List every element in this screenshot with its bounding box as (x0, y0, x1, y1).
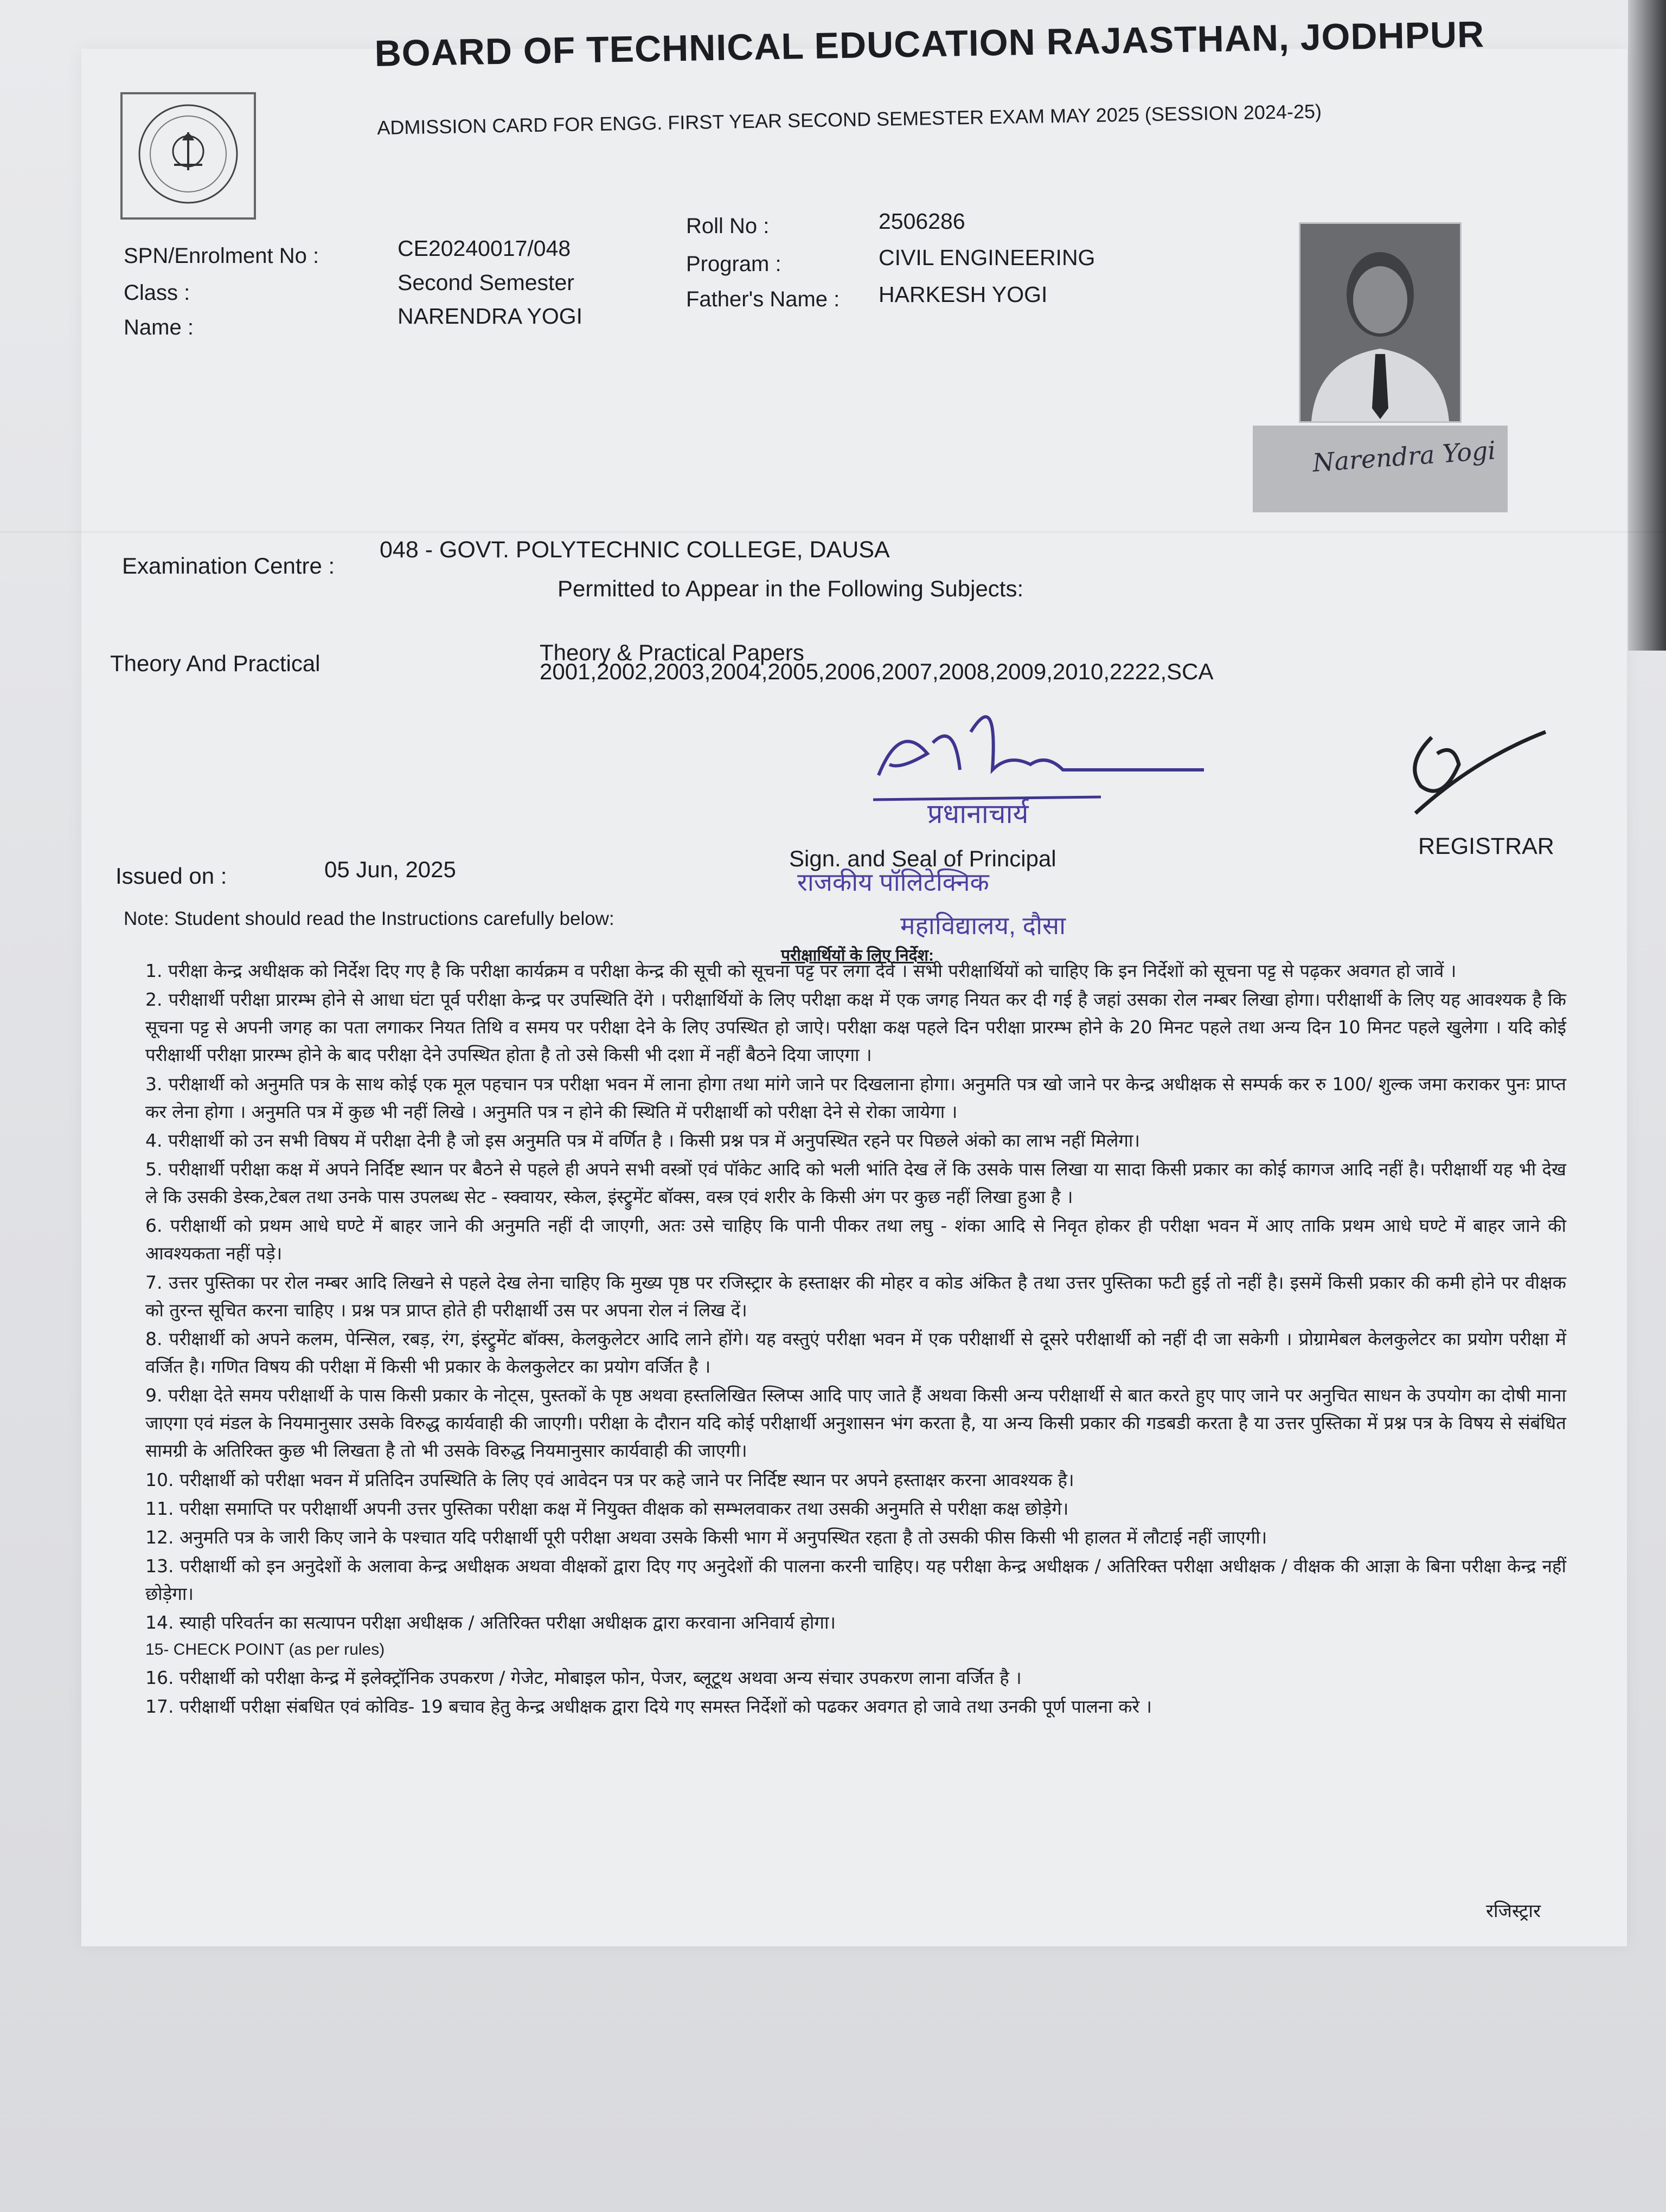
registrar-label: REGISTRAR (1418, 833, 1554, 859)
instruction-item: 17. परीक्षार्थी परीक्षा संबधित एवं कोविड- 19 बचाव हेतु केन्द्र अधीक्षक द्वारा दिये गए समस्त निर्देशों को पढकर अवगत हो जावे तथा उनकी पूर्ण पालना करे । (145, 1696, 1152, 1718)
registrar-signature-scribble (1399, 716, 1551, 824)
instruction-item: 5. परीक्षार्थी परीक्षा कक्ष में अपने निर्दिष्ट स्थान पर बैठने से पहले ही अपने सभी वस्त्रों एवं पॉकेट आदि को भली भांति देख लें कि उसके पास लिखा या सादा किसी प्रकार का कोई कागज आदि नहीं है। परीक्षार्थी यह भी देख ले कि उसकी डेस्क,टेबल तथा उनके पास उपलब्ध सेट - स्क्वायर, स्केल, इंस्ट्रुमेंट बॉक्स, वस्त्र एवं शरीर के किसी अंग पर कुछ नहीं लिखा हुआ है । (145, 1158, 1566, 1208)
instruction-item: 16. परीक्षार्थी को परीक्षा केन्द्र में इलेक्ट्रॉनिक उपकरण / गेजेट, मोबाइल फोन, पेजर, ब्लूटूथ अथवा अन्य संचार उपकरण लाना वर्जित है । (145, 1667, 1022, 1688)
spn-label: SPN/Enrolment No : (124, 244, 319, 268)
board-title: BOARD OF TECHNICAL EDUCATION RAJASTHAN, JODHPUR (374, 14, 1485, 74)
board-logo (120, 92, 256, 220)
instruction-item: 12. अनुमति पत्र के जारी किए जाने के पश्चात यदि परीक्षार्थी पूरी परीक्षा अथवा उसके किसी भाग में अनुपस्थित रहता है तो उसकी फीस किसी भी हालत में लौटाई नहीं जाएगी। (145, 1526, 1267, 1548)
principal-signature-scribble (868, 689, 1215, 819)
exam-centre-label: Examination Centre : (122, 553, 335, 578)
class-value: Second Semester (398, 270, 574, 295)
instructions-note: Note: Student should read the Instructions carefully below: (124, 908, 614, 929)
instructions-list (145, 957, 1566, 1721)
registrar-signature (1399, 716, 1551, 827)
instruction-item: 15- CHECK POINT (as per rules) (145, 1641, 385, 1659)
spn-value: CE20240017/048 (398, 236, 571, 261)
student-portrait (1300, 224, 1460, 421)
issued-on-value: 05 Jun, 2025 (324, 857, 456, 882)
name-label: Name : (124, 316, 194, 339)
admission-card-subtitle: ADMISSION CARD FOR ENGG. FIRST YEAR SECOND SEMESTER EXAM MAY 2025 (SESSION 2024-25) (377, 100, 1322, 139)
instruction-item: 10. परीक्षार्थी को परीक्षा भवन में प्रतिदिन उपस्थिति के लिए एवं आवेदन पत्र पर कहे जाने पर निर्दिष्ट स्थान पर अपने हस्ताक्षर करना आवश्यक है। (145, 1469, 1074, 1490)
instruction-item: 3. परीक्षार्थी को अनुमति पत्र के साथ कोई एक मूल पहचान पत्र परीक्षा भवन में लाना होगा तथा मांगे जाने पर दिखलाना होगा। अनुमति पत्र खो जाने पर केन्द्र अधीक्षक से सम्पर्क कर रु 100/ शुल्क जमा कराकर पुनः प्राप्त कर लेना होगा । अनुमति पत्र में कुछ भी नहीं लिखे । अनुमति पत्र न होने की स्थिति में परीक्षार्थी को परीक्षा देने से रोका जायेगा । (145, 1073, 1566, 1122)
instruction-item: 14. स्याही परिवर्तन का सत्यापन परीक्षा अधीक्षक / अतिरिक्त परीक्षा अधीक्षक द्वारा करवाना अनिवार्य होगा। (145, 1612, 836, 1634)
permitted-subjects-heading: Permitted to Appear in the Following Subjects: (558, 576, 1024, 601)
instruction-item: 2. परीक्षार्थी परीक्षा प्रारम्भ होने से आधा घंटा पूर्व परीक्षा केन्द्र पर उपस्थिति देंगे । परीक्षार्थियों के लिए परीक्षा कक्ष में एक जगह नियत कर दी गई है जहां उसका रोल नम्बर लिखा होगा। परीक्षार्थी के लिए यह आवश्यक है कि सूचना पट्ट से अपनी जगह का पता लगाकर नियत तिथि व समय पर परीक्षा देने के लिए उपस्थित हो जाऐ। परीक्षा कक्ष पहले दिन परीक्षा प्रारम्भ होने के 20 मिनट पहले तथा अन्य दिन 10 मिनट पहले खुलेगा । यदि कोई परीक्षार्थी परीक्षा प्रारम्भ होने के बाद परीक्षा देने उपस्थित होता है तो उसे किसी भी दशा में नहीं बैठने दिया जाएगा । (145, 989, 1566, 1066)
paper-fold (0, 531, 1666, 533)
instruction-item: 1. परीक्षा केन्द्र अधीक्षक को निर्देश दिए गए है कि परीक्षा कार्यक्रम व परीक्षा केन्द्र की सूची को सूचना पट्ट पर लगा देवें । सभी परीक्षार्थियों को चाहिए कि इन निर्देशों को सूचना पट्ट से पढ़कर अवगत हो जावें । (145, 960, 1457, 981)
instruction-item: 7. उत्तर पुस्तिका पर रोल नम्बर आदि लिखने से पहले देख लेना चाहिए कि मुख्य पृष्ठ पर रजिस्ट्रार के हस्ताक्षर की मोहर व कोड अंकित है तथा उत्तर पुस्तिका फटी हुई तो नहीं है। इसमें किसी प्रकार की कमी होने पर वीक्षक को तुरन्त सूचित करना चाहिए । प्रश्न पत्र प्राप्त होते ही परीक्षार्थी उस पर अपना रोल नं लिख दें। (145, 1271, 1566, 1321)
father-name-value: HARKESH YOGI (879, 282, 1048, 307)
instruction-item: 6. परीक्षार्थी को प्रथम आधे घण्टे में बाहर जाने की अनुमति नहीं दी जाएगी, अतः उसे चाहिए कि पानी पीकर तथा लघु - शंका आदि से निवृत होकर ही परीक्षा भवन में आए ताकि प्रथम आधे घण्टे में बाहर जाने की आवश्यकता नहीं पड़े। (145, 1215, 1566, 1264)
board-emblem-icon (123, 94, 254, 217)
instruction-item: 11. परीक्षा समाप्ति पर परीक्षार्थी अपनी उत्तर पुस्तिका परीक्षा कक्ष में नियुक्त वीक्षक को सम्भलवाकर तथा उसकी अनुमति से परीक्षा कक्ष छोड़ेगे। (145, 1497, 1069, 1519)
registrar-hindi-label: रजिस्ट्रार (1486, 1900, 1541, 1922)
name-value: NARENDRA YOGI (398, 304, 582, 329)
student-photo (1299, 222, 1462, 423)
seal-title: प्रधानाचार्य (927, 799, 1029, 829)
papers-label: Theory & Practical Papers (540, 640, 804, 665)
student-signature: Narendra Yogi (1311, 435, 1497, 478)
seal-institution-line: राजकीय पॉलिटेक्निक (797, 868, 989, 896)
instructions-heading: परीक्षार्थियों के लिए निर्देश: (781, 947, 934, 964)
seal-place-line: महाविद्यालय, दौसा (900, 911, 1066, 940)
principal-signature (868, 689, 1215, 821)
instruction-item: 8. परीक्षार्थी को अपने कलम, पेन्सिल, रबड़, रंग, इंस्ट्रुमेंट बॉक्स, केलकुलेटर आदि लाने होंगे। यह वस्तुएं परीक्षा भवन में एक परीक्षार्थी से दूसरे परीक्षार्थी को नहीं दी जा सकेगी । प्रोग्रामेबल केलकुलेटर का प्रयोग परीक्षा में वर्जित है। गणित विषय की परीक्षा में किसी भी प्रकार के केलकुलेटर का प्रयोग वर्जित है । (145, 1328, 1566, 1377)
program-value: CIVIL ENGINEERING (879, 245, 1095, 270)
roll-value: 2506286 (879, 209, 965, 234)
program-label: Program : (686, 252, 781, 276)
instruction-item: 9. परीक्षा देते समय परीक्षार्थी के पास किसी प्रकार के नोट्स, पुस्तकों के पृष्ठ अथवा हस्तलिखित स्लिप्स आदि पाए जाते हैं अथवा किसी अन्य परीक्षार्थी से बात करते हुए पाए जाने पर अनुचित साधन के उपयोग का दोषी माना जाएगा एवं मंडल के नियमानुसार उसके विरुद्ध कार्यवाही की जाएगी। परीक्षा के दौरान यदि कोई परीक्षार्थी अनुशासन भंग करता है, या अन्य किसी प्रकार की गडबडी करता है या उत्तर पुस्तिका में प्रश्न पत्र के विषय से संबंधित सामग्री के अतिरिक्त कुछ भी लिखता है तो भी उसके विरुद्ध नियमानुसार कार्यवाही की जाएगी। (145, 1385, 1566, 1462)
paper-codes: 2001,2002,2003,2004,2005,2006,2007,2008,2009,2010,2222,SCA (540, 659, 1214, 684)
class-label: Class : (124, 281, 190, 305)
exam-centre-value: 048 - GOVT. POLYTECHNIC COLLEGE, DAUSA (380, 537, 890, 563)
roll-label: Roll No : (686, 214, 770, 238)
instruction-item: 4. परीक्षार्थी को उन सभी विषय में परीक्षा देनी है जो इस अनुमति पत्र में वर्णित है । किसी प्रश्न पत्र में अनुपस्थित रहने पर पिछले अंको का लाभ नहीं मिलेगा। (145, 1129, 1140, 1151)
father-name-label: Father's Name : (686, 287, 840, 311)
issued-on-label: Issued on : (116, 863, 227, 889)
principal-sign-label: Sign. and Seal of Principal (789, 846, 1056, 871)
subject-type: Theory And Practical (110, 651, 321, 676)
table-surface-edge (1628, 0, 1666, 651)
instruction-item: 13. परीक्षार्थी को इन अनुदेशों के अलावा केन्द्र अधीक्षक अथवा वीक्षकों द्वारा दिए गए अनुदेशों की पालना करनी चाहिए। यह परीक्षा केन्द्र अधीक्षक / अतिरिक्त परीक्षा अधीक्षक / वीक्षक की आज्ञा के बिना परीक्षा केन्द्र नहीं छोड़ेगा। (145, 1555, 1566, 1605)
